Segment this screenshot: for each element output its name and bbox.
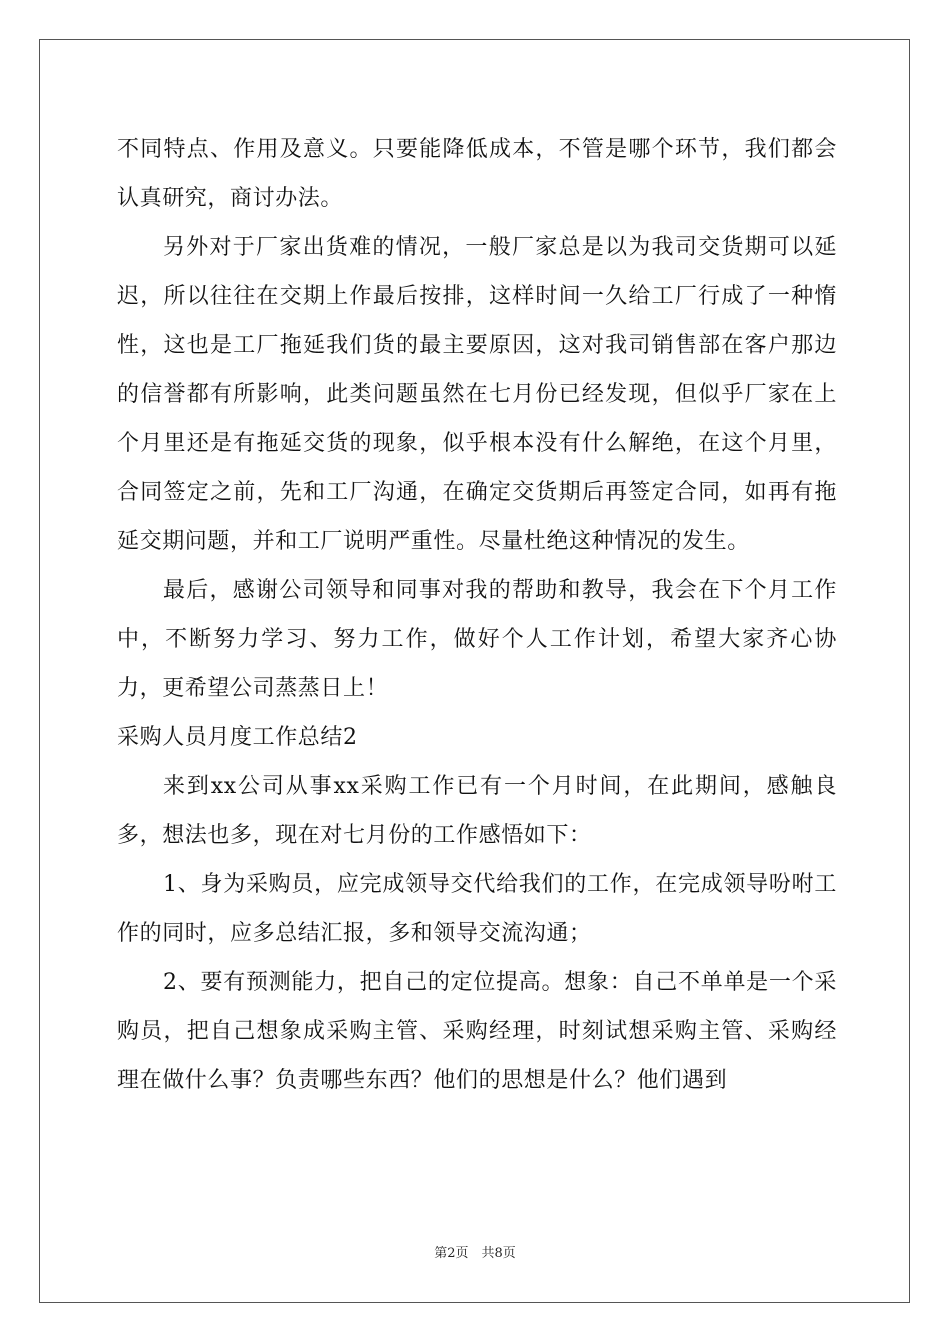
section-title: 采购人员月度工作总结2: [117, 725, 358, 750]
paragraph-supplier-delay: 另外对于厂家出货难的情况，一般厂家总是以为我司交货期可以延迟，所以往往在交期上作最后按排，这样时间一久给工厂行成了一种惰性，这也是工厂拖延我们货的最主要原因，这对我司销售部在客户那边的信誉都有所影响，此类问题虽然在七月份已经发现，但似乎厂家在上个月里还是有拖延交货的现象，似乎根本没有什么解绝，在这个月里，合同签定之前，先和工厂沟通，在确定交货期后再签定合同，如再有拖延交期问题，并和工厂说明严重性。尽量杜绝这种情况的发生。: [117, 235, 837, 554]
page-number-footer: 第2页 共8页: [434, 1246, 516, 1261]
paragraph-point-1: 1、身为采购员，应完成领导交代给我们的工作，在完成领导吩咐工作的同时，应多总结汇报，多和领导交流沟通；: [117, 872, 837, 946]
paragraph-point-2: 2、要有预测能力，把自己的定位提高。想象：自己不单单是一个采购员，把自己想象成采购主管、采购经理，时刻试想采购主管、采购经理在做什么事？负责哪些东西？他们的思想是什么？他们遇到: [117, 970, 837, 1093]
paragraph-intro: 来到xx公司从事xx采购工作已有一个月时间，在此期间，感触良多，想法也多，现在对七月份的工作感悟如下：: [117, 774, 837, 848]
document-body: [117, 125, 837, 1105]
paragraph-continuation: 不同特点、作用及意义。只要能降低成本，不管是哪个环节，我们都会认真研究，商讨办法。: [117, 137, 837, 211]
paragraph-thanks: 最后，感谢公司领导和同事对我的帮助和教导，我会在下个月工作中，不断努力学习、努力工作，做好个人工作计划，希望大家齐心协力，更希望公司蒸蒸日上！: [117, 578, 837, 701]
